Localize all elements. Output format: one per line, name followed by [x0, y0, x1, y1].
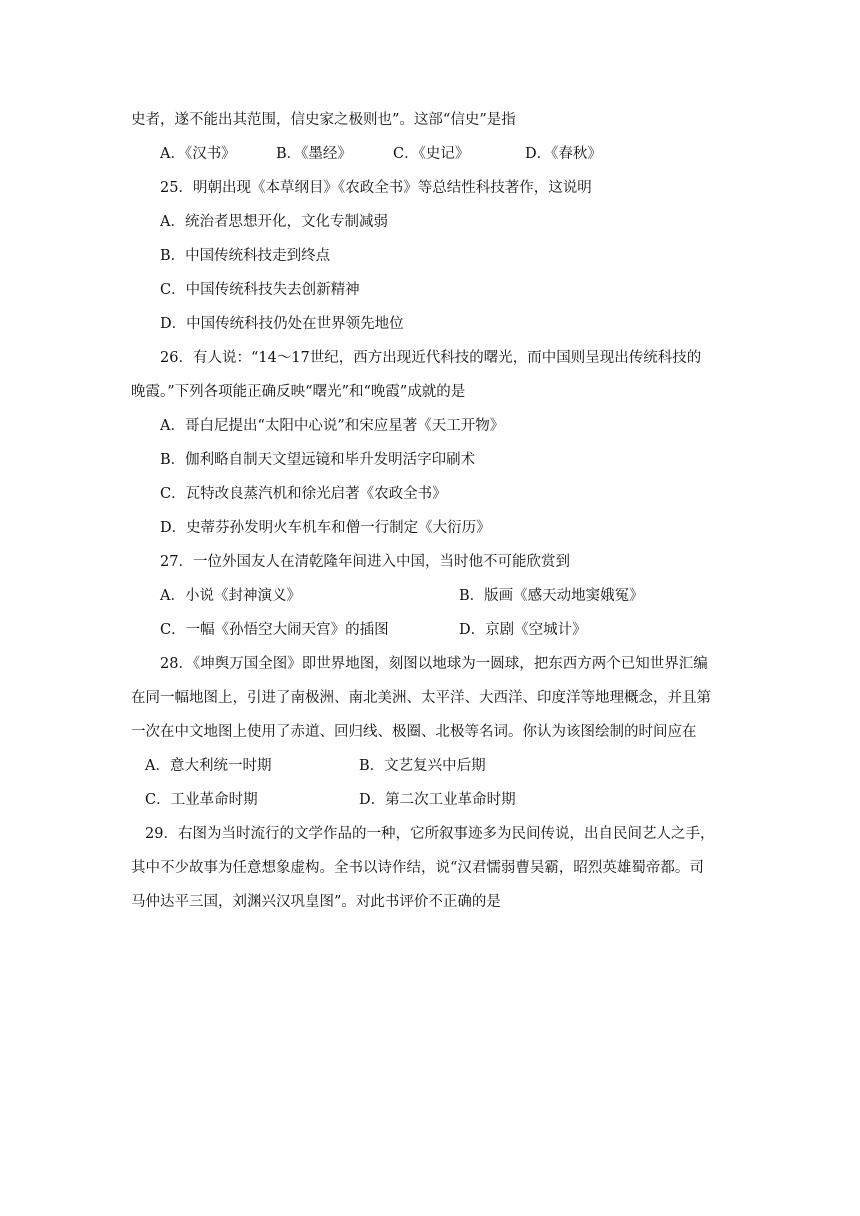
q28-stem-line-2: 在同一幅地图上，引进了南极洲、南北美洲、太平洋、大西洋、印度洋等地理概念，并且第	[131, 690, 711, 706]
q25-option-b: B．中国传统科技走到终点	[160, 248, 331, 264]
q24-option-a: A．《汉书》	[160, 146, 236, 162]
q25-stem: 25．明朝出现《本草纲目》《农政全书》等总结性科技著作，这说明	[160, 180, 592, 196]
q26-option-b: B．伽利略自制天文望远镜和毕升发明活字印刷术	[160, 452, 476, 468]
q28-option-c: C．工业革命时期	[145, 792, 258, 808]
q25-option-d: D．中国传统科技仍处在世界领先地位	[160, 316, 404, 332]
q28-option-d: D．第二次工业革命时期	[359, 792, 516, 808]
q27-option-c: C．一幅《孙悟空大闹天宫》的插图	[160, 622, 389, 638]
q29-stem-line-3: 马仲达平三国，刘渊兴汉巩皇图”。对此书评价不正确的是	[131, 894, 501, 910]
q24-stem-tail: 史者，遂不能出其范围，信史家之极则也”。这部“信史”是指	[131, 112, 516, 128]
q27-option-d: D．京剧《空城计》	[459, 622, 587, 638]
q28-stem-line-1: 28．《坤舆万国全图》即世界地图，刻图以地球为一圆球，把东西方两个已知世界汇编	[160, 656, 708, 672]
q26-option-c: C．瓦特改良蒸汽机和徐光启著《农政全书》	[160, 486, 447, 502]
q26-stem-line-1: 26．有人说：“14～17世纪，西方出现近代科技的曙光，而中国则呈现出传统科技的	[160, 350, 702, 366]
q26-stem-line-2: 晚霞。”下列各项能正确反映“曙光”和“晚霞”成就的是	[131, 384, 466, 400]
q28-option-b: B．文艺复兴中后期	[359, 758, 486, 774]
q29-stem-line-1: 29．右图为当时流行的文学作品的一种，它所叙事迹多为民间传说，出自民间艺人之手，	[145, 826, 715, 842]
q26-option-d: D．史蒂芬孙发明火车机车和僧一行制定《大衍历》	[160, 520, 491, 536]
q28-stem-line-3: 一次在中文地图上使用了赤道、回归线、极圈、北极等名词。你认为该图绘制的时间应在	[131, 724, 697, 740]
q24-option-c: C．《史记》	[393, 146, 470, 162]
q26-option-a: A．哥白尼提出“太阳中心说”和宋应星著《天工开物》	[160, 418, 505, 434]
q27-stem: 27．一位外国友人在清乾隆年间进入中国，当时他不可能欣赏到	[160, 554, 570, 570]
q24-option-b: B．《墨经》	[276, 146, 352, 162]
q25-option-a: A．统治者思想开化，文化专制减弱	[160, 214, 388, 230]
q29-stem-line-2: 其中不少故事为任意想象虚构。全书以诗作结，说“汉君懦弱曹吴霸，昭烈英雄蜀帝都。司	[131, 860, 704, 876]
q27-option-b: B．版画《感天动地窦娥冤》	[459, 588, 644, 604]
q27-option-a: A．小说《封神演义》	[160, 588, 301, 604]
q25-option-c: C．中国传统科技失去创新精神	[160, 282, 360, 298]
q28-option-a: A．意大利统一时期	[145, 758, 272, 774]
q24-option-d: D．《春秋》	[525, 146, 602, 162]
